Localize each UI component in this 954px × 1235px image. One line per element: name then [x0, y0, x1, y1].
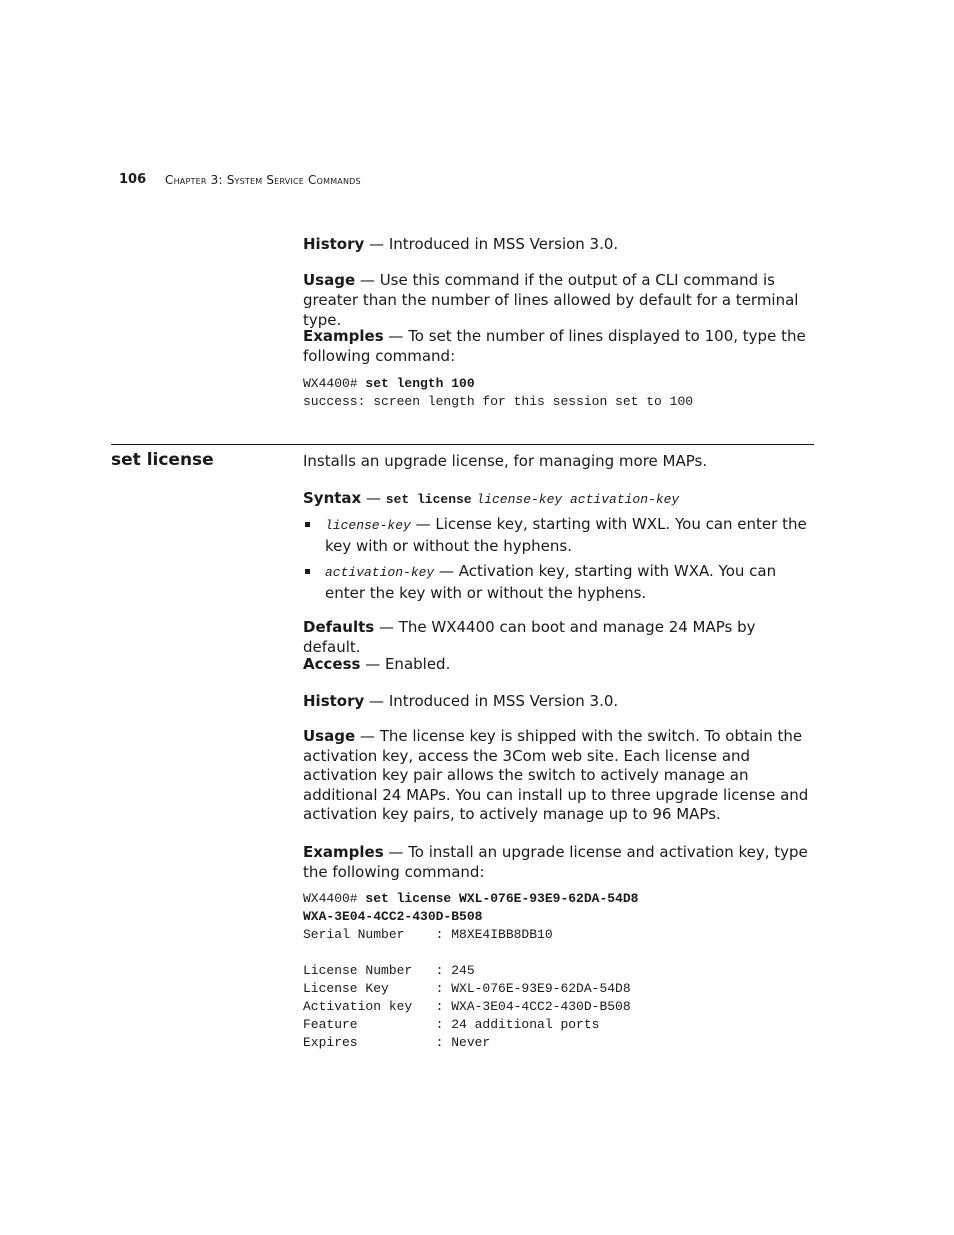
- syntax-sep: —: [361, 489, 386, 507]
- param-license-key: [325, 514, 815, 556]
- code-command-line1: set license WXL-076E-93E9-62DA-54D8: [365, 891, 639, 906]
- syntax-command: set license: [385, 492, 472, 507]
- defaults-label: Defaults: [303, 618, 375, 636]
- history-text: — Introduced in MSS Version 3.0.: [364, 235, 619, 253]
- syntax-line: [303, 488, 815, 510]
- section-title: set license: [111, 450, 214, 470]
- param-text: — License key, starting with WXL. You can enter the key with or without the hyphens.: [325, 515, 807, 555]
- history-text: — Introduced in MSS Version 3.0.: [364, 692, 619, 710]
- syntax-args: license-key activation-key: [476, 492, 680, 507]
- usage-label: Usage: [303, 727, 356, 745]
- usage-text: — The license key is shipped with the switch. To obtain the activation key, access the 3Com web site. Each license and activation key pair allows the switch to actively manage an additional 24 MAPs. You can install up to three upgrade license and activation key pairs, to actively manage up to 96 MAPs.: [303, 727, 809, 824]
- param-text: — Activation key, starting with WXA. You can enter the key with or without the hyphens.: [325, 562, 777, 602]
- examples: [303, 842, 815, 882]
- access-text: — Enabled.: [360, 655, 451, 673]
- example-code-block: [303, 890, 638, 1052]
- syntax-label: Syntax: [303, 489, 362, 507]
- param-activation-key: [325, 561, 815, 603]
- examples-label: Examples: [303, 327, 384, 345]
- section-description: Installs an upgrade license, for managing more MAPs.: [303, 452, 708, 470]
- prev-code-block: [303, 375, 693, 411]
- param-name: activation-key: [325, 565, 435, 580]
- code-output: Serial Number : M8XE4IBB8DB10 License Number : 245 License Key : WXL-076E-93E9-62DA-54D8 Activation key : WXA-3E04-4CC2-430D-B508 Feature : 24 additional ports Expires : Never: [303, 927, 631, 1050]
- section-divider: [111, 444, 814, 445]
- access-label: Access: [303, 655, 361, 673]
- code-prompt: WX4400#: [303, 891, 358, 906]
- usage: [303, 727, 815, 825]
- usage-label: Usage: [303, 271, 356, 289]
- prev-examples: [303, 326, 815, 366]
- code-output: success: screen length for this session set to 100: [303, 394, 694, 409]
- access: [303, 654, 815, 674]
- usage-text: — Use this command if the output of a CLI command is greater than the number of lines allowed by default for a terminal type.: [303, 271, 799, 329]
- defaults: [303, 617, 815, 657]
- code-command: set length 100: [365, 376, 475, 391]
- code-command-line2: WXA-3E04-4CC2-430D-B508: [303, 909, 483, 924]
- examples-text: — To set the number of lines displayed to 100, type the following command:: [303, 327, 806, 365]
- history: [303, 691, 815, 711]
- examples-label: Examples: [303, 843, 384, 861]
- prev-usage: [303, 270, 815, 330]
- defaults-text: — The WX4400 can boot and manage 24 MAPs by default.: [303, 618, 756, 656]
- chapter-title: Chapter 3: System Service Commands: [165, 173, 361, 187]
- examples-text: — To install an upgrade license and activation key, type the following command:: [303, 843, 808, 881]
- bullet-icon: [305, 522, 310, 527]
- history-label: History: [303, 235, 365, 253]
- history-label: History: [303, 692, 365, 710]
- bullet-icon: [305, 569, 310, 574]
- code-prompt: WX4400#: [303, 376, 358, 391]
- param-name: license-key: [325, 518, 411, 533]
- prev-history: [303, 234, 815, 254]
- page-number: 106: [119, 172, 147, 187]
